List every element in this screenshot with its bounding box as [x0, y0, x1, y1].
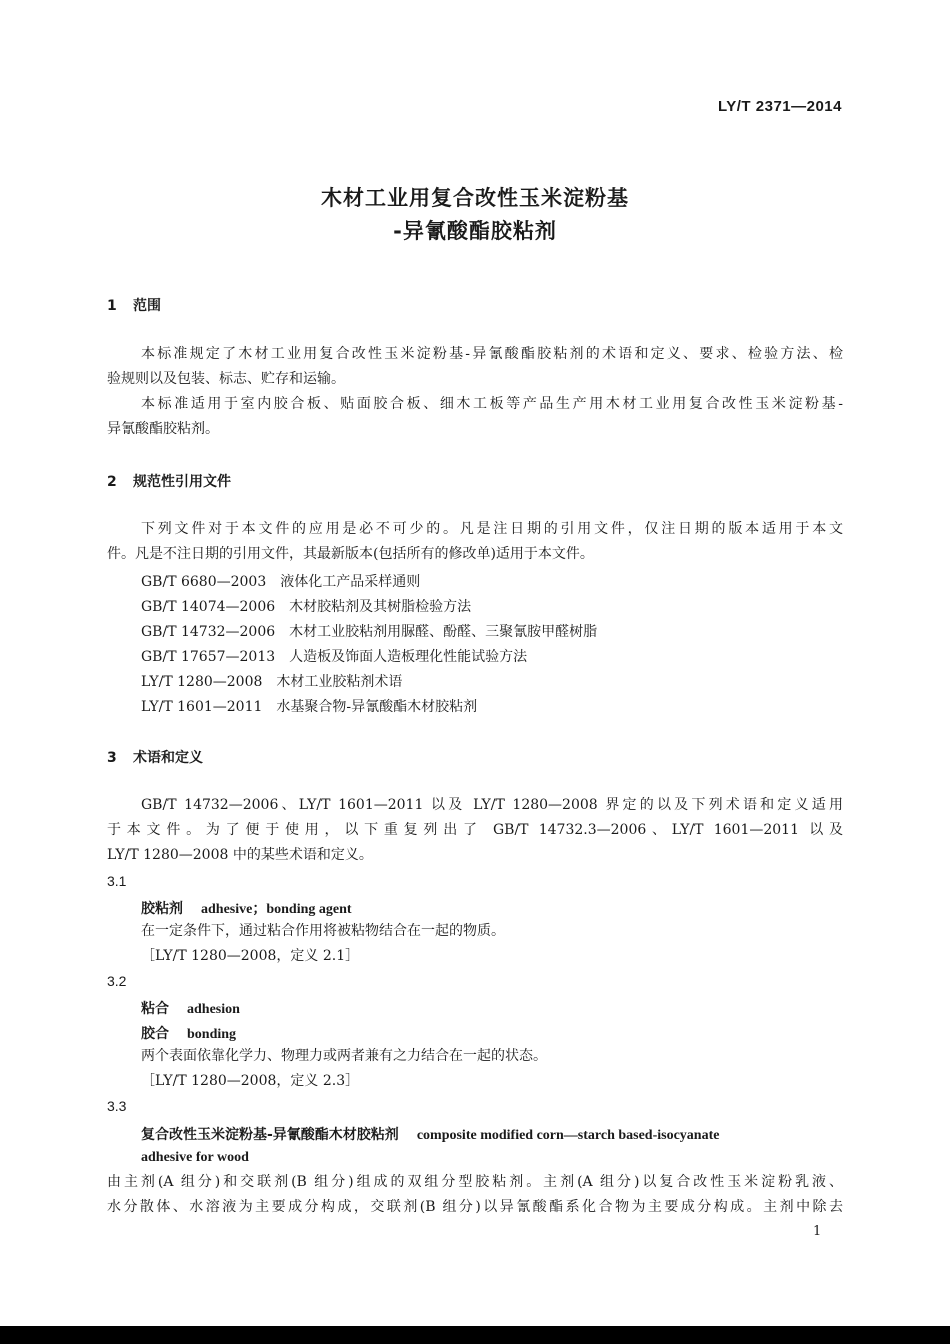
term-source: ［LY/T 1280—2008，定义 2.1］: [141, 948, 360, 964]
paragraph-line: 验规则以及包装、标志、贮存和运输。: [107, 371, 345, 387]
reference-code: GB/T 14074—2006: [141, 599, 276, 615]
reference-item: [141, 571, 420, 591]
section-number: 3: [107, 750, 117, 766]
term-definition: 由主剂(A 组分)和交联剂(B 组分)组成的双组分型胶粘剂。主剂(A 组分)以复合改性玉米淀粉乳液、: [107, 1174, 843, 1190]
reference-item: [141, 596, 471, 616]
section-title: 规范性引用文件: [133, 474, 231, 490]
reference-item: [141, 696, 477, 716]
term-definition: 在一定条件下，通过粘合作用将被粘物结合在一起的物质。: [141, 923, 505, 939]
document-title-line-2: -异氰酸酯胶粘剂: [393, 219, 557, 243]
paragraph-line: 本标准适用于室内胶合板、贴面胶合板、细木工板等产品生产用木材工业用复合改性玉米淀粉基-: [141, 396, 843, 412]
paragraph-line: 本标准规定了木材工业用复合改性玉米淀粉基-异氰酸酯胶粘剂的术语和定义、要求、检验方法、检: [141, 346, 843, 362]
term-chinese: 复合改性玉米淀粉基-异氰酸酯木材胶粘剂: [141, 1127, 399, 1143]
paragraph-line: 下列文件对于本文件的应用是必不可少的。凡是注日期的引用文件，仅注日期的版本适用于本文: [141, 521, 843, 537]
clause-number: 3.1: [107, 873, 127, 889]
reference-code: GB/T 17657—2013: [141, 649, 276, 665]
section-3-heading: [107, 747, 203, 767]
reference-name: 液体化工产品采样通则: [280, 574, 421, 590]
term-entry: [141, 898, 352, 918]
section-title: 范围: [133, 298, 161, 314]
term-chinese: 胶粘剂: [141, 901, 183, 917]
reference-name: 木材工业胶粘剂用脲醛、酚醛、三聚氰胺甲醛树脂: [289, 624, 598, 640]
term-english: adhesive for wood: [141, 1150, 249, 1165]
clause-number: 3.2: [107, 973, 127, 989]
term-chinese: 胶合: [141, 1026, 169, 1042]
term-english: bonding: [187, 1027, 237, 1042]
reference-code: GB/T 14732—2006: [141, 624, 276, 640]
term-definition: 两个表面依靠化学力、物理力或两者兼有之力结合在一起的状态。: [141, 1048, 547, 1064]
document-title-line-1: 木材工业用复合改性玉米淀粉基: [321, 186, 629, 210]
term-english: adhesion: [187, 1002, 240, 1017]
reference-name: 木材胶粘剂及其树脂检验方法: [289, 599, 472, 615]
section-number: 2: [107, 474, 117, 490]
reference-code: GB/T 6680—2003: [141, 574, 267, 590]
term-english: adhesive；bonding agent: [201, 902, 352, 917]
term-entry: [141, 998, 240, 1018]
reference-item: [141, 621, 597, 641]
bottom-edge-bar: [0, 1326, 950, 1344]
paragraph-line: 异氰酸酯胶粘剂。: [107, 421, 219, 437]
paragraph-line: LY/T 1280—2008 中的某些术语和定义。: [107, 847, 373, 863]
section-1-heading: [107, 295, 161, 315]
paragraph-line: 于本文件。为了便于使用，以下重复列出了 GB/T 14732.3—2006、LY/T 1601—2011 以及: [107, 822, 843, 838]
reference-name: 水基聚合物-异氰酸酯木材胶粘剂: [276, 699, 478, 715]
term-entry: [141, 1124, 719, 1144]
section-title: 术语和定义: [133, 750, 203, 766]
term-english-continued: [141, 1149, 249, 1166]
reference-item: [141, 646, 527, 666]
term-entry: [141, 1023, 236, 1043]
paragraph-line: 件。凡是不注日期的引用文件，其最新版本(包括所有的修改单)适用于本文件。: [107, 546, 594, 562]
reference-name: 木材工业胶粘剂术语: [276, 674, 403, 690]
reference-item: [141, 671, 402, 691]
standard-code: LY/T 2371—2014: [717, 98, 842, 115]
section-number: 1: [107, 298, 117, 314]
paragraph-line: GB/T 14732—2006、LY/T 1601—2011 以及 LY/T 1280—2008 界定的以及下列术语和定义适用: [141, 797, 843, 813]
reference-name: 人造板及饰面人造板理化性能试验方法: [289, 649, 528, 665]
term-chinese: 粘合: [141, 1001, 169, 1017]
page-number: 1: [813, 1224, 822, 1239]
clause-number: 3.3: [107, 1098, 127, 1114]
term-definition: 水分散体、水溶液为主要成分构成，交联剂(B 组分)以异氰酸酯系化合物为主要成分构成。主剂中除去: [107, 1199, 843, 1215]
term-english: composite modified corn—starch based-isocyanate: [416, 1128, 720, 1143]
reference-code: LY/T 1280—2008: [141, 674, 263, 690]
section-2-heading: [107, 471, 231, 491]
term-source: ［LY/T 1280—2008，定义 2.3］: [141, 1073, 360, 1089]
reference-code: LY/T 1601—2011: [141, 699, 263, 715]
